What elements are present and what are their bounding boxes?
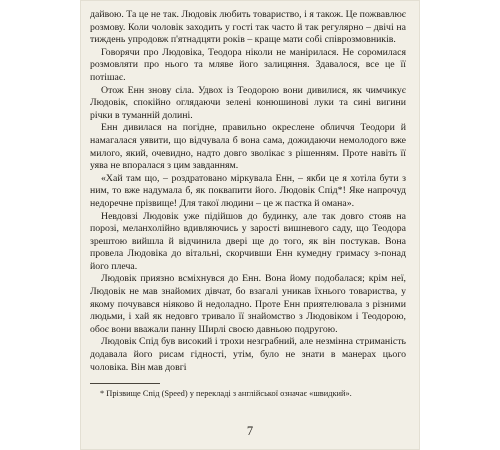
book-page — [80, 0, 420, 450]
paragraph: дайвою. Та це не так. Людовік любить товариство, і я також. Це пожвавлює розмову. Коли чоловік заходить у гості так часто й так регулярно – двічі на тиждень упродовж п'ятнадцяти років – краще мати собі співрозмовників. — [90, 9, 406, 46]
paragraph: Невдовзі Людовік уже підійшов до будинку, але так довго стояв на порозі, меланхолійно вдивляючись у зарості вишневого саду, що Теодора зрештою вийшла й відчинила двері ще до того, як він постукав. Вона провела Людовіка до вітальні, скорчивши Енн кумедну гримасу з-понад його плеча. — [90, 210, 406, 272]
paragraph: Енн дивилася на погідне, правильно окреслене обличчя Теодори й намагалася уявити, що відчувала б вона сама, дожидаючи немолодого вже милого, який, очевидно, надто довго зволікає з рішенням. Проте навіть її уява не впоралася з цим завданням. — [90, 122, 406, 172]
paragraph: Говорячи про Людовіка, Теодора ніколи не манірилася. Не соромилася розмовляти про нього та мляве його залицяння. Здавалося, все це її потішає. — [90, 46, 406, 83]
paragraph: Отож Енн знову сіла. Удвох із Теодорою вони дивилися, як чимчикує Людовік, спокійно оглядаючи зелені конюшинові луки та сині вигини річки в туманній долині. — [90, 84, 406, 121]
paragraph: Людовік приязно всміхнувся до Енн. Вона йому подобалася; крім неї, Людовік не мав знайомих дівчат, бо взагалі уникав їхнього товариства, у якому почувався ніяково й недоладно. Проте Енн приятелювала з різними людьми, і хай як недовго тривало її знайомство з Людовіком і Теодорою, обоє вони вважали панну Ширлі своєю давньою подругою. — [90, 273, 406, 335]
footnote: * Прізвище Спід (Speed) у перекладі з англійської означає «швидкий». — [100, 389, 352, 398]
paragraph: «Хай там що, – роздратовано міркувала Енн, – якби це я хотіла бути з ним, то вже надумала б, як поквапити його. Людовік Спід*! Яке напрочуд недоречне прізвище! Для такої людини – це ж пастка й омана». — [90, 172, 406, 209]
body-text — [90, 9, 406, 374]
page-number: 7 — [246, 424, 254, 438]
paragraph: Людовік Спід був високий і трохи незграбний, але незмінна стриманість додавала його рисам гідності, утім, було не знати в манерах цього чоловіка. Він мав довгі — [90, 336, 406, 373]
footnote-rule — [90, 383, 160, 384]
